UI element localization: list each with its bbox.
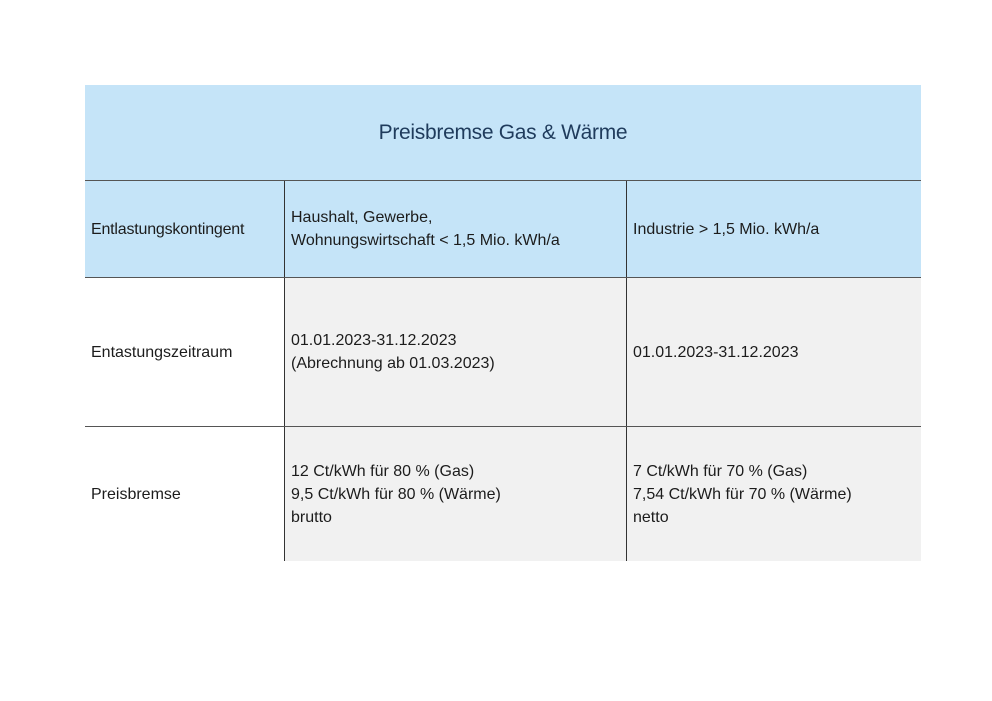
row-label: Entlastungskontingent xyxy=(91,220,245,238)
household-value: 01.01.2023-31.12.2023 (Abrechnung ab 01.03.2023) xyxy=(291,332,495,372)
household-value: 12 Ct/kWh für 80 % (Gas) 9,5 Ct/kWh für 80 % (Wärme) brutto xyxy=(291,462,501,526)
table-row-relief-period xyxy=(85,278,921,427)
household-cell xyxy=(284,427,626,561)
household-cell xyxy=(284,278,626,426)
row-label-cell xyxy=(85,181,284,277)
row-label: Preisbremse xyxy=(91,485,181,503)
industry-value: 7 Ct/kWh für 70 % (Gas) 7,54 Ct/kWh für 70 % (Wärme) netto xyxy=(633,462,852,526)
household-value: Haushalt, Gewerbe, Wohnungswirtschaft < 1,5 Mio. kWh/a xyxy=(291,209,560,249)
industry-cell xyxy=(626,181,921,277)
row-label-cell xyxy=(85,427,284,561)
household-cell xyxy=(284,181,626,277)
industry-value: 01.01.2023-31.12.2023 xyxy=(633,343,799,361)
table-row-relief-quota xyxy=(85,181,921,278)
table-title-row xyxy=(85,85,921,181)
row-label: Entastungszeitraum xyxy=(91,343,233,361)
table-row-price-brake xyxy=(85,427,921,561)
table-title: Preisbremse Gas & Wärme xyxy=(378,120,628,144)
industry-value: Industrie > 1,5 Mio. kWh/a xyxy=(633,220,820,238)
row-label-cell xyxy=(85,278,284,426)
industry-cell xyxy=(626,278,921,426)
industry-cell xyxy=(626,427,921,561)
price-brake-table xyxy=(85,85,921,561)
